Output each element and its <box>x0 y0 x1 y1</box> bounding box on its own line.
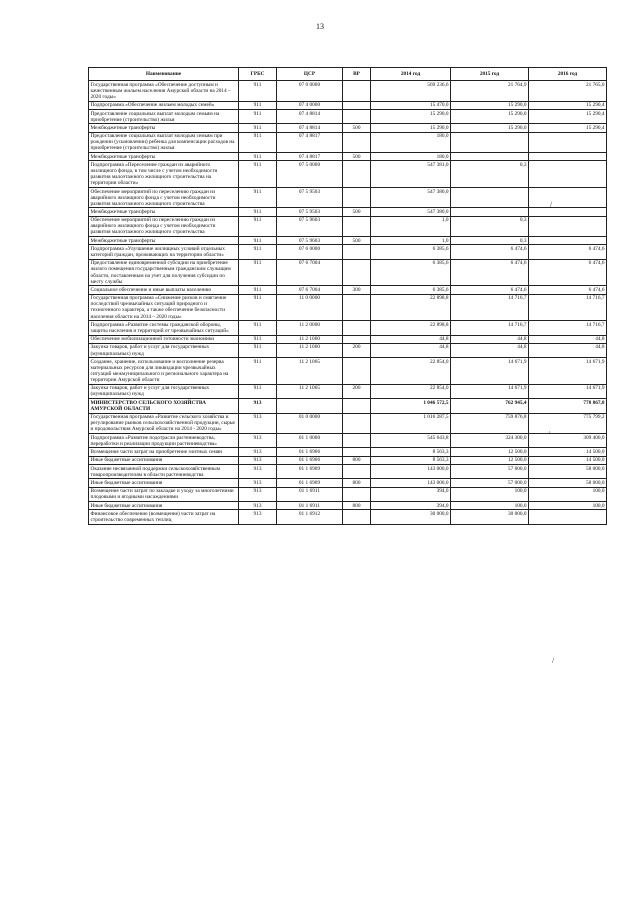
cell-vr <box>343 161 371 188</box>
cell-2015: 57 000,0 <box>451 479 529 487</box>
cell-name: Иные бюджетные ассигнования <box>89 456 239 464</box>
cell-grbs: 911 <box>239 321 277 335</box>
cell-name: Государственная программа «Обеспечение доступным и качественным жильем населения Амурской области на 2014 – 2020 годы» <box>89 81 239 101</box>
cell-2016: 58 000,0 <box>529 464 607 478</box>
cell-2015: 6 474,6 <box>451 286 529 294</box>
cell-2016: 14 671,9 <box>529 384 607 398</box>
cell-2014: 547 380,0 <box>371 187 451 207</box>
cell-vr: 500 <box>343 208 371 216</box>
cell-2016: 58 000,0 <box>529 479 607 487</box>
cell-vr <box>343 399 371 413</box>
cell-2014: 6 385,6 <box>371 245 451 259</box>
cell-2015: 12 500,0 <box>451 456 529 464</box>
cell-csr: 01 1 6906 <box>277 456 343 464</box>
cell-2016: 6 474,6 <box>529 286 607 294</box>
cell-vr <box>343 413 371 433</box>
cell-vr <box>343 101 371 109</box>
cell-2014: 394,0 <box>371 501 451 509</box>
cell-grbs: 911 <box>239 81 277 101</box>
table-row <box>89 479 607 487</box>
cell-csr: 07 6 0000 <box>277 245 343 259</box>
cell-2014: 44,8 <box>371 343 451 357</box>
cell-vr <box>343 434 371 448</box>
cell-2015: 30 000,0 <box>451 510 529 524</box>
cell-grbs: 911 <box>239 208 277 216</box>
table-row <box>89 384 607 398</box>
cell-name: Возмещение части затрат на приобретение элитных семян <box>89 448 239 456</box>
cell-csr: 07 4 0000 <box>277 101 343 109</box>
cell-grbs: 911 <box>239 384 277 398</box>
cell-2016: 44,8 <box>529 343 607 357</box>
scan-mark: / <box>552 656 555 665</box>
cell-grbs: 911 <box>239 216 277 236</box>
cell-grbs: 911 <box>239 109 277 123</box>
cell-csr: 01 1 6911 <box>277 501 343 509</box>
cell-name: Возмещение части затрат по закладке и уходу за многолетними плодовыми и ягодными насаждениями <box>89 487 239 501</box>
cell-csr <box>277 399 343 413</box>
cell-vr <box>343 335 371 343</box>
cell-name: Оказание несвязанной поддержки сельскохозяйственным товаропроизводителям в области растениеводства <box>89 464 239 478</box>
budget-table <box>88 67 607 525</box>
cell-vr <box>343 487 371 501</box>
table-row <box>89 413 607 433</box>
table-body <box>89 81 607 524</box>
table-row <box>89 216 607 236</box>
cell-vr <box>343 448 371 456</box>
table-row <box>89 399 607 413</box>
cell-2016: 15 290,4 <box>529 124 607 132</box>
cell-csr: 07 4 8814 <box>277 109 343 123</box>
table-row <box>89 501 607 509</box>
cell-grbs: 911 <box>239 286 277 294</box>
cell-2014: 15 290,0 <box>371 109 451 123</box>
cell-2016: 14 671,9 <box>529 358 607 385</box>
cell-csr: 01 1 6912 <box>277 510 343 524</box>
cell-2016: 14 716,7 <box>529 321 607 335</box>
cell-2015: 15 290,0 <box>451 101 529 109</box>
cell-2015 <box>451 153 529 161</box>
cell-2015: 14 671,9 <box>451 384 529 398</box>
cell-name: Финансовое обеспечение (возмещение) части затрат на строительство современных теплиц <box>89 510 239 524</box>
cell-grbs: 911 <box>239 124 277 132</box>
cell-2014: 1 016 287,5 <box>371 413 451 433</box>
cell-name: Межбюджетные трансферты <box>89 237 239 245</box>
cell-vr <box>343 109 371 123</box>
cell-csr: 01 1 6909 <box>277 479 343 487</box>
table-row <box>89 335 607 343</box>
cell-grbs: 911 <box>239 358 277 385</box>
cell-csr: 07 5 9603 <box>277 237 343 245</box>
cell-2015: 15 290,0 <box>451 124 529 132</box>
cell-2014: 30 000,0 <box>371 510 451 524</box>
cell-grbs: 913 <box>239 510 277 524</box>
cell-name: Обеспечение мероприятий по переселению граждан из аварийного жилищного фонда с учетом необходимости развития малоэтажного жилищного строительства <box>89 187 239 207</box>
cell-2014: 143 000,0 <box>371 464 451 478</box>
cell-csr: 01 1 6909 <box>277 464 343 478</box>
cell-name: Предоставление социальных выплат молодым семьям на приобретение (строительство) жилья <box>89 109 239 123</box>
cell-2014: 143 000,0 <box>371 479 451 487</box>
cell-grbs: 911 <box>239 335 277 343</box>
cell-2015: 57 000,0 <box>451 464 529 478</box>
cell-grbs: 913 <box>239 501 277 509</box>
cell-vr: 500 <box>343 237 371 245</box>
cell-2014: 1,0 <box>371 237 451 245</box>
header-2014: 2014 год <box>371 68 451 81</box>
cell-2014: 6 385,6 <box>371 259 451 286</box>
cell-vr: 500 <box>343 153 371 161</box>
cell-name: Подпрограмма «Переселение граждан из аварийного жилищного фонда, в том числе с учетом необходимости развития малоэтажного жилищного строительства на территории области» <box>89 161 239 188</box>
cell-name: Предоставление единовременной субсидии на приобретение жилого помещения государственным гражданским служащим области, поставленным на учет для получения субсидии по месту службы <box>89 259 239 286</box>
cell-grbs: 911 <box>239 245 277 259</box>
cell-2015: 100,0 <box>451 487 529 501</box>
cell-2014: 8 563,3 <box>371 456 451 464</box>
cell-grbs: 913 <box>239 399 277 413</box>
cell-2016 <box>529 208 607 216</box>
cell-2014: 547 381,0 <box>371 161 451 188</box>
cell-2014: 180,0 <box>371 153 451 161</box>
cell-grbs: 911 <box>239 187 277 207</box>
cell-grbs: 913 <box>239 456 277 464</box>
cell-2014: 22 854,0 <box>371 358 451 385</box>
cell-vr <box>343 81 371 101</box>
cell-2014: 180,0 <box>371 132 451 152</box>
cell-vr: 200 <box>343 384 371 398</box>
cell-2015: 100,0 <box>451 501 529 509</box>
table-row <box>89 358 607 385</box>
cell-2016: 309 400,0 <box>529 434 607 448</box>
cell-name: Подпрограмма «Обеспечение жильем молодых семей» <box>89 101 239 109</box>
table-row <box>89 124 607 132</box>
table-row <box>89 245 607 259</box>
cell-csr: 01 1 6906 <box>277 448 343 456</box>
cell-name: Обеспечение мероприятий по переселению граждан из аварийного жилищного фонда с учетом необходимости развития малоэтажного жилищного строительства <box>89 216 239 236</box>
cell-2015: 6 474,6 <box>451 259 529 286</box>
cell-grbs: 911 <box>239 161 277 188</box>
cell-2016: 6 474,6 <box>529 245 607 259</box>
cell-2014: 44,8 <box>371 335 451 343</box>
cell-2016: 15 290,4 <box>529 101 607 109</box>
cell-2016 <box>529 187 607 207</box>
table-row <box>89 448 607 456</box>
scan-mark: / <box>550 200 553 209</box>
cell-vr <box>343 294 371 321</box>
cell-name: Закупка товаров, работ и услуг для государственных (муниципальных) нужд <box>89 343 239 357</box>
cell-name: Государственная программа «Развитие сельского хозяйства и регулирование рынков сельскохозяйственной продукции, сырья и продовольствия Амурской области на 2014 - 2020 годы» <box>89 413 239 433</box>
cell-grbs: 911 <box>239 343 277 357</box>
cell-vr <box>343 321 371 335</box>
cell-grbs: 911 <box>239 153 277 161</box>
cell-2015: 14 716,7 <box>451 321 529 335</box>
cell-2015: 21 764,9 <box>451 81 529 101</box>
cell-grbs: 913 <box>239 413 277 433</box>
cell-2015 <box>451 187 529 207</box>
cell-csr: 01 0 0000 <box>277 413 343 433</box>
cell-name: Подпрограмма «Улучшение жилищных условий отдельных категорий граждан, проживающих на территории области» <box>89 245 239 259</box>
cell-csr: 11 2 1065 <box>277 358 343 385</box>
cell-2015: 44,8 <box>451 343 529 357</box>
cell-vr <box>343 187 371 207</box>
cell-grbs: 913 <box>239 487 277 501</box>
table-row <box>89 286 607 294</box>
cell-vr: 500 <box>343 124 371 132</box>
table-row <box>89 237 607 245</box>
table-row <box>89 510 607 524</box>
cell-csr: 01 1 0000 <box>277 434 343 448</box>
cell-2016 <box>529 510 607 524</box>
cell-2016: 778 867,8 <box>529 399 607 413</box>
table-row <box>89 259 607 286</box>
cell-2014: 394,0 <box>371 487 451 501</box>
header-2015: 2015 год <box>451 68 529 81</box>
cell-2014: 545 643,8 <box>371 434 451 448</box>
cell-2015: 762 945,4 <box>451 399 529 413</box>
cell-vr: 800 <box>343 456 371 464</box>
table-row <box>89 321 607 335</box>
table-row <box>89 343 607 357</box>
cell-vr <box>343 216 371 236</box>
cell-2015: 44,8 <box>451 335 529 343</box>
cell-csr: 07 6 7004 <box>277 259 343 286</box>
table-row <box>89 294 607 321</box>
cell-grbs: 911 <box>239 132 277 152</box>
table-row <box>89 161 607 188</box>
scan-mark: · <box>548 428 551 437</box>
cell-2016: 775 799,2 <box>529 413 607 433</box>
cell-vr: 200 <box>343 343 371 357</box>
cell-2016: 6 474,6 <box>529 259 607 286</box>
cell-vr <box>343 245 371 259</box>
cell-2015: 0,3 <box>451 216 529 236</box>
table-row <box>89 464 607 478</box>
table-row <box>89 153 607 161</box>
cell-name: Межбюджетные трансферты <box>89 124 239 132</box>
cell-csr: 07 5 9503 <box>277 208 343 216</box>
cell-2016: 14 500,0 <box>529 456 607 464</box>
cell-name: Иные бюджетные ассигнования <box>89 501 239 509</box>
cell-2016: 15 290,4 <box>529 109 607 123</box>
cell-vr <box>343 132 371 152</box>
cell-2014: 15 470,0 <box>371 101 451 109</box>
cell-name: Обеспечение мобилизационной готовности экономики <box>89 335 239 343</box>
cell-2016 <box>529 161 607 188</box>
header-name: Наименование <box>89 68 239 81</box>
cell-grbs: 913 <box>239 464 277 478</box>
cell-csr: 07 4 8817 <box>277 153 343 161</box>
cell-name: Государственная программа «Снижение рисков и смягчение последствий чрезвычайных ситуаций природного и техногенного характера, а также обеспечение безопасности населения области на 2014 – 2020 годы» <box>89 294 239 321</box>
cell-grbs: 913 <box>239 448 277 456</box>
cell-grbs: 911 <box>239 294 277 321</box>
cell-name: Создание, хранение, использование и восполнение резерва материальных ресурсов для ликвидации чрезвычайных ситуаций межмуниципального и регионального характера на территории Амурской области <box>89 358 239 385</box>
cell-name: Подпрограмма «Развитие системы гражданской обороны, защиты населения и территорий от чрезвычайных ситуаций» <box>89 321 239 335</box>
table-header-row <box>89 68 607 81</box>
cell-2016 <box>529 216 607 236</box>
header-vr: ВР <box>343 68 371 81</box>
cell-name: Иные бюджетные ассигнования <box>89 479 239 487</box>
cell-csr: 11 2 1060 <box>277 335 343 343</box>
cell-2015 <box>451 208 529 216</box>
header-2016: 2016 год <box>529 68 607 81</box>
cell-grbs: 913 <box>239 479 277 487</box>
cell-2014: 1 046 572,5 <box>371 399 451 413</box>
cell-csr: 07 5 9503 <box>277 187 343 207</box>
cell-2016 <box>529 153 607 161</box>
cell-2015: 15 290,0 <box>451 109 529 123</box>
cell-2014: 6 385,6 <box>371 286 451 294</box>
table-row <box>89 487 607 501</box>
table-row <box>89 109 607 123</box>
cell-2014: 22 898,8 <box>371 294 451 321</box>
cell-grbs: 913 <box>239 434 277 448</box>
table-row <box>89 132 607 152</box>
table-row <box>89 81 607 101</box>
cell-csr: 11 2 1060 <box>277 343 343 357</box>
header-grbs: ГРБС <box>239 68 277 81</box>
cell-2016: 14 500,0 <box>529 448 607 456</box>
cell-csr: 07 4 8814 <box>277 124 343 132</box>
cell-name: Межбюджетные трансферты <box>89 208 239 216</box>
cell-csr: 07 4 8817 <box>277 132 343 152</box>
cell-2016 <box>529 132 607 152</box>
table-row <box>89 434 607 448</box>
cell-2015: 14 716,7 <box>451 294 529 321</box>
cell-csr: 11 2 1065 <box>277 384 343 398</box>
cell-2016: 21 765,0 <box>529 81 607 101</box>
cell-2014: 569 236,6 <box>371 81 451 101</box>
cell-grbs: 911 <box>239 259 277 286</box>
cell-vr: 800 <box>343 501 371 509</box>
cell-2015: 12 500,0 <box>451 448 529 456</box>
cell-2014: 1,0 <box>371 216 451 236</box>
cell-2016: 14 716,7 <box>529 294 607 321</box>
cell-vr <box>343 464 371 478</box>
cell-name: Межбюджетные трансферты <box>89 153 239 161</box>
table-row <box>89 101 607 109</box>
cell-2014: 547 380,0 <box>371 208 451 216</box>
cell-csr: 01 1 6911 <box>277 487 343 501</box>
cell-2015: 14 671,9 <box>451 358 529 385</box>
cell-name: Социальное обеспечение и иные выплаты населению <box>89 286 239 294</box>
cell-csr: 11 0 0000 <box>277 294 343 321</box>
cell-csr: 07 6 7004 <box>277 286 343 294</box>
cell-2015: 6 474,6 <box>451 245 529 259</box>
cell-name: Предоставление социальных выплат молодым семьям при рождении (усыновлении) ребенка для компенсации расходов на приобретение (строительство) жилья <box>89 132 239 152</box>
cell-vr <box>343 510 371 524</box>
cell-grbs: 911 <box>239 101 277 109</box>
cell-2014: 15 290,0 <box>371 124 451 132</box>
table-row <box>89 456 607 464</box>
cell-csr: 07 5 0000 <box>277 161 343 188</box>
cell-2014: 22 854,0 <box>371 384 451 398</box>
cell-2016: 100,0 <box>529 487 607 501</box>
header-csr: ЦСР <box>277 68 343 81</box>
cell-2014: 8 563,3 <box>371 448 451 456</box>
cell-2015 <box>451 132 529 152</box>
cell-name: Подпрограмма «Развитие подотрасли растениеводства, переработки и реализации продукции растениеводства» <box>89 434 239 448</box>
cell-csr: 07 0 0000 <box>277 81 343 101</box>
cell-vr <box>343 259 371 286</box>
cell-2016 <box>529 237 607 245</box>
cell-2015: 759 876,8 <box>451 413 529 433</box>
cell-csr: 07 5 9603 <box>277 216 343 236</box>
cell-2014: 22 898,8 <box>371 321 451 335</box>
page-number: 13 <box>316 22 324 31</box>
cell-2015: 324 300,0 <box>451 434 529 448</box>
cell-2015: 0,3 <box>451 237 529 245</box>
table-row <box>89 187 607 207</box>
cell-csr: 11 2 0000 <box>277 321 343 335</box>
cell-grbs: 911 <box>239 237 277 245</box>
cell-2016: 44,8 <box>529 335 607 343</box>
table-row <box>89 208 607 216</box>
cell-name: МИНИСТЕРСТВО СЕЛЬСКОГО ХОЗЯЙСТВА АМУРСКОЙ ОБЛАСТИ <box>89 399 239 413</box>
cell-2015: 0,3 <box>451 161 529 188</box>
cell-vr <box>343 358 371 385</box>
cell-2016: 100,0 <box>529 501 607 509</box>
cell-vr: 800 <box>343 479 371 487</box>
cell-vr: 300 <box>343 286 371 294</box>
cell-name: Закупка товаров, работ и услуг для государственных (муниципальных) нужд <box>89 384 239 398</box>
